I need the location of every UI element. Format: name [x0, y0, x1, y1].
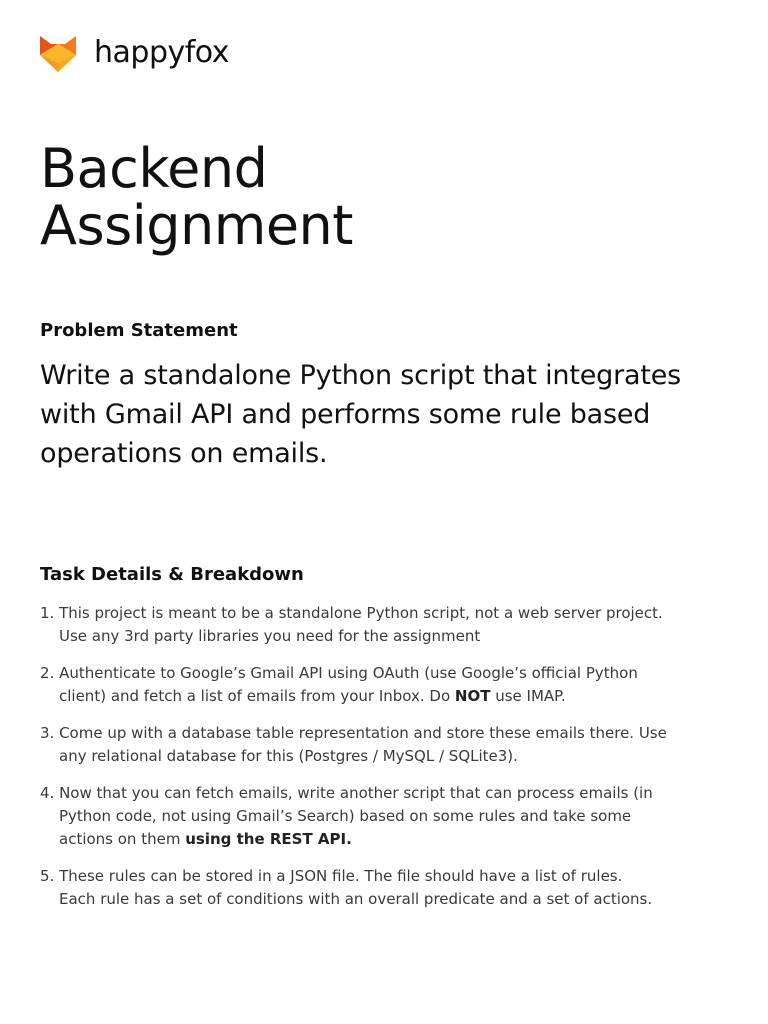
- brand-header: [40, 33, 229, 73]
- task-item-4: [40, 782, 740, 851]
- task-line: Each rule has a set of conditions with an overall predicate and a set of actions.: [59, 890, 653, 908]
- task-line: any relational database for this (Postgres / MySQL / SQLite3).: [59, 747, 518, 765]
- task-line: [40, 685, 740, 708]
- title-line-1: Backend: [40, 137, 268, 200]
- page-title: [40, 137, 353, 257]
- task-line: 4. Now that you can fetch emails, write another script that can process emails (in: [40, 784, 653, 802]
- problem-statement-text: [40, 356, 740, 473]
- task-text: client) and fetch a list of emails from your Inbox. Do: [59, 687, 455, 705]
- task-text: actions on them: [59, 830, 186, 848]
- task-details-heading: Task Details & Breakdown: [40, 564, 304, 585]
- problem-statement-line: with Gmail API and performs some rule based: [40, 399, 651, 430]
- task-item-3: [40, 722, 740, 768]
- problem-statement-line: operations on emails.: [40, 438, 328, 469]
- fox-logo-icon: [40, 34, 76, 72]
- brand-name: happyfox: [94, 35, 229, 70]
- task-item-1: [40, 602, 740, 648]
- task-line: Python code, not using Gmail’s Search) based on some rules and take some: [59, 807, 632, 825]
- task-item-2: [40, 662, 740, 708]
- title-line-2: Assignment: [40, 194, 353, 257]
- task-line: 1. This project is meant to be a standalone Python script, not a web server project.: [40, 604, 663, 622]
- task-item-5: [40, 865, 740, 911]
- task-emphasis: using the REST API.: [185, 830, 352, 848]
- problem-statement-heading: Problem Statement: [40, 320, 238, 341]
- task-list: [40, 602, 740, 925]
- problem-statement-line: Write a standalone Python script that integrates: [40, 360, 681, 391]
- task-text: use IMAP.: [490, 687, 566, 705]
- task-line: 3. Come up with a database table representation and store these emails there. Use: [40, 724, 667, 742]
- task-emphasis: NOT: [454, 687, 491, 705]
- task-line: Use any 3rd party libraries you need for the assignment: [59, 627, 481, 645]
- task-line: [40, 828, 740, 851]
- task-line: 2. Authenticate to Google’s Gmail API using OAuth (use Google’s official Python: [40, 664, 638, 682]
- task-line: 5. These rules can be stored in a JSON file. The file should have a list of rules.: [40, 867, 623, 885]
